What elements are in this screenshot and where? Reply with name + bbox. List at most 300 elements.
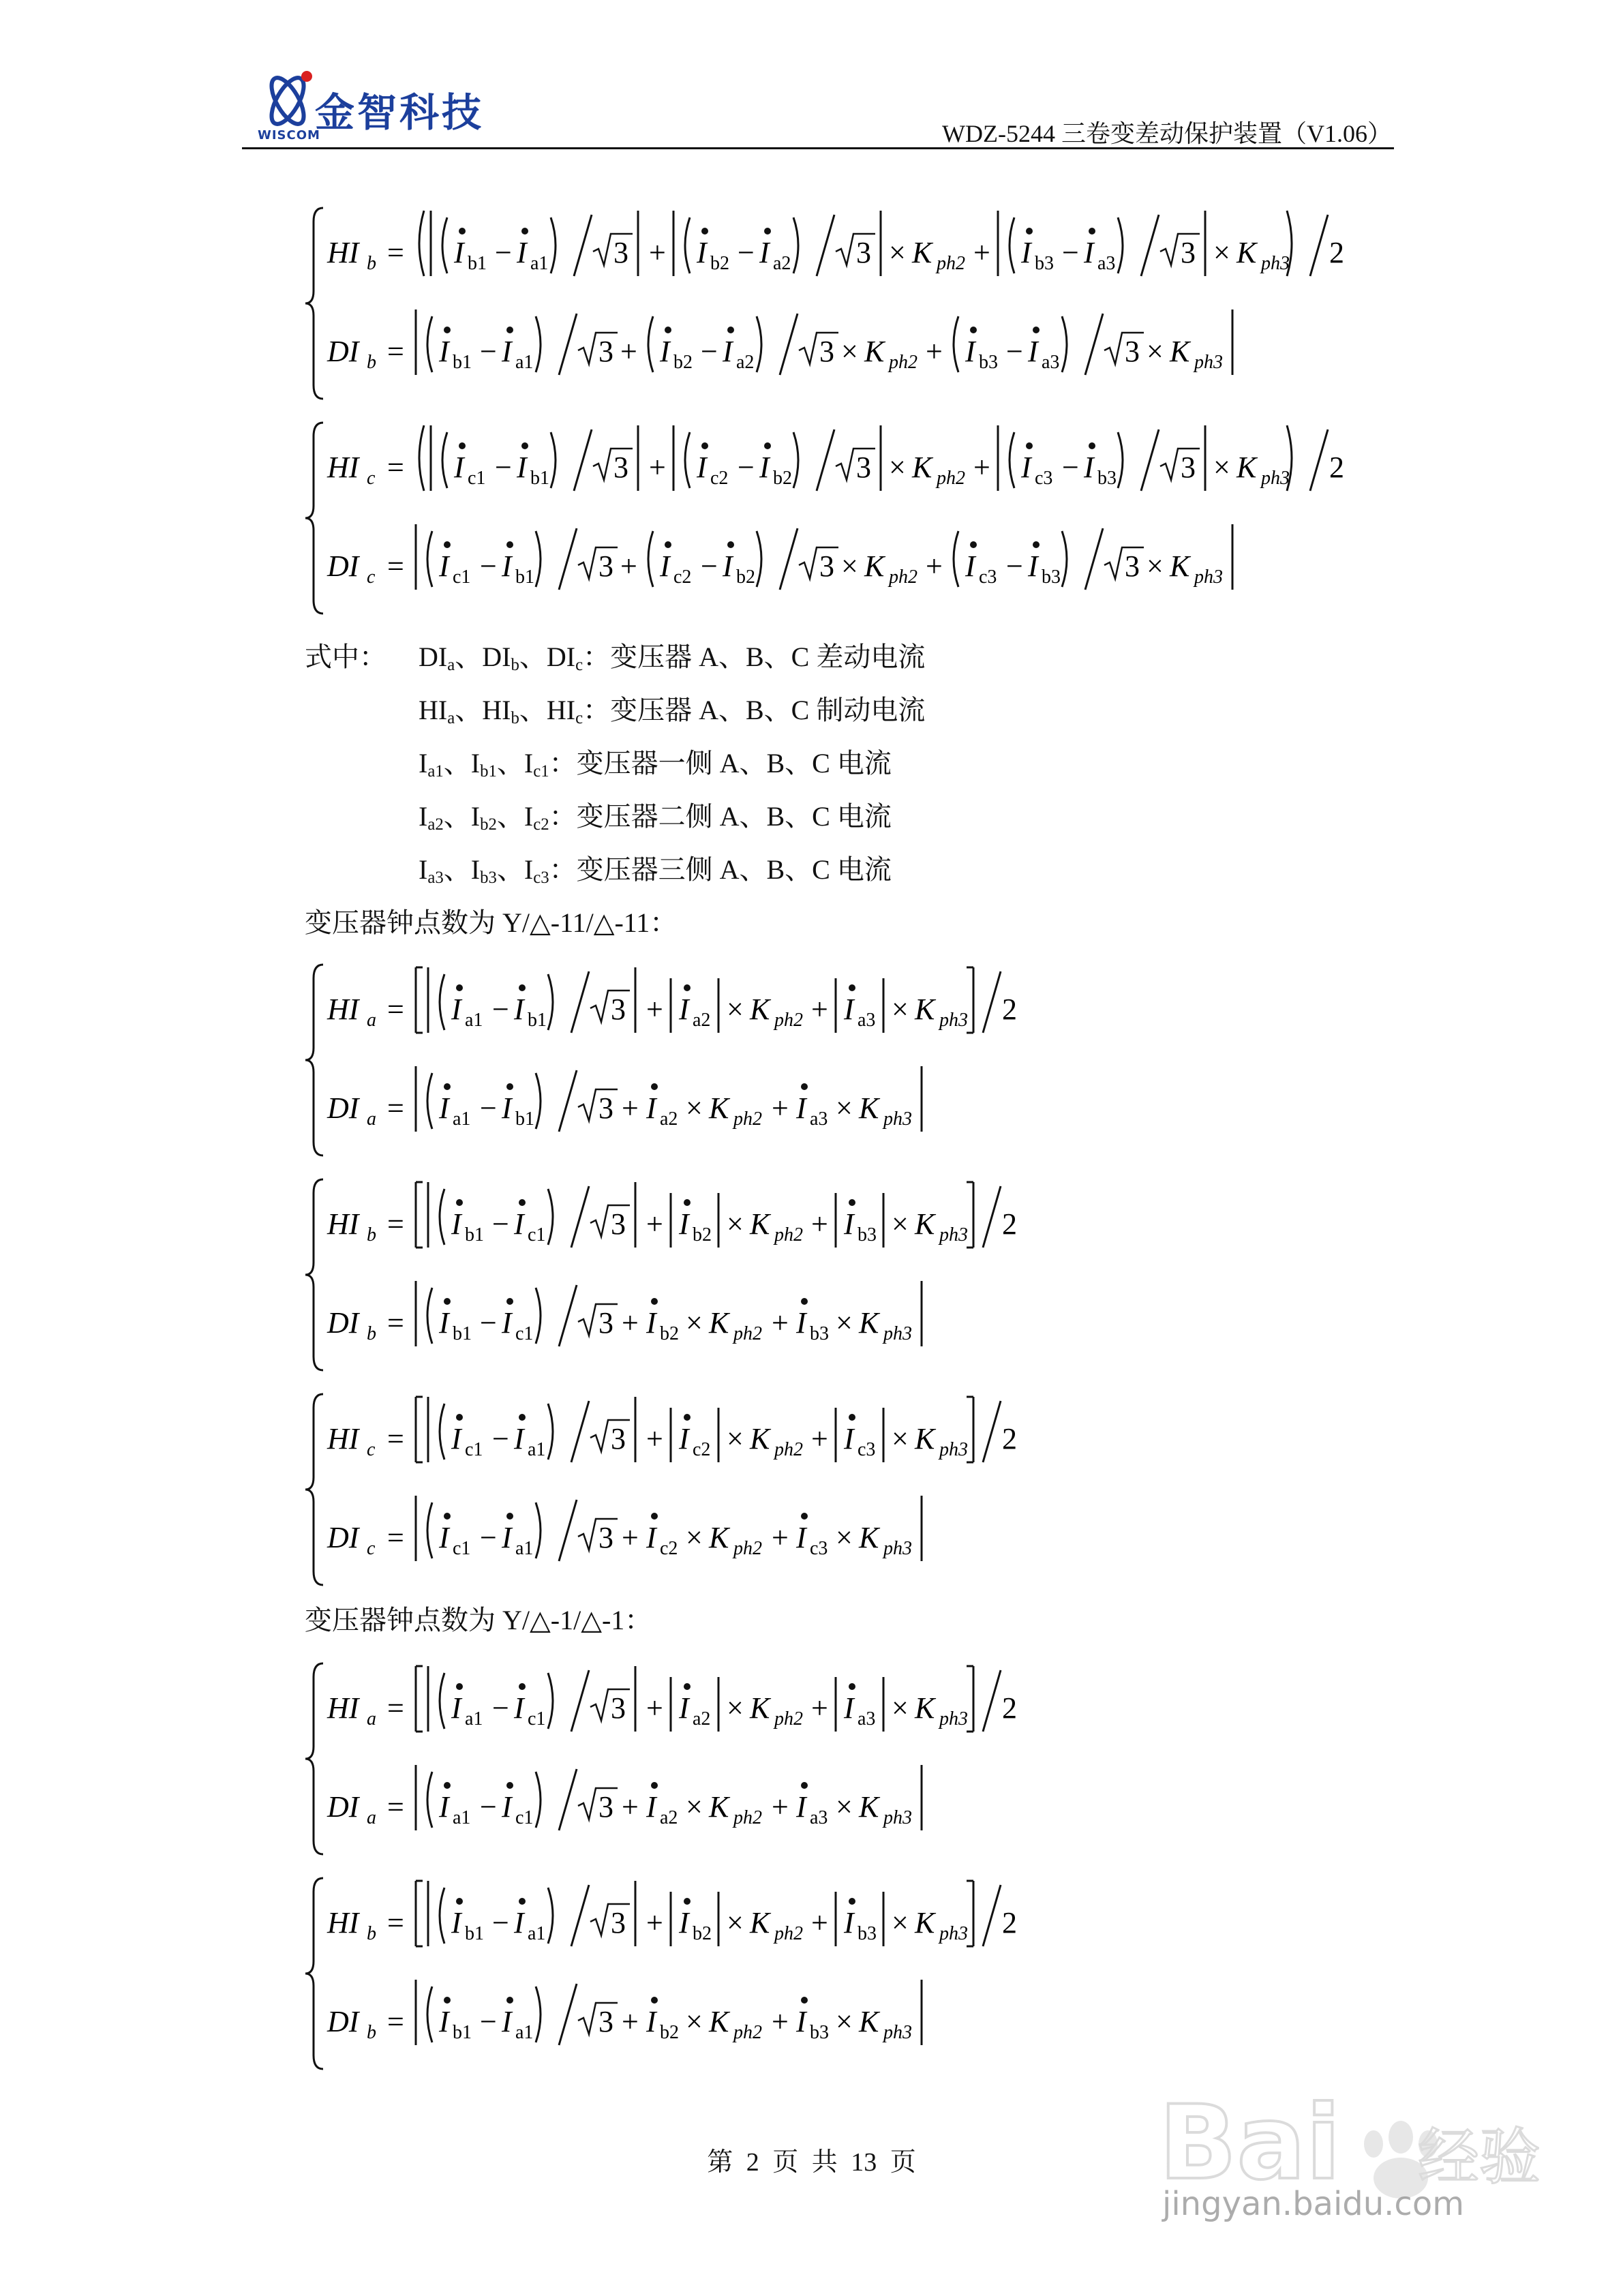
svg-text:−: − [701, 335, 718, 368]
svg-text:−: − [1006, 549, 1023, 583]
svg-text:I: I [1021, 236, 1031, 269]
svg-text:×: × [686, 1521, 703, 1554]
legend-line: $I_{a1}$、$I_{b1}$、$I_{c1}$：变压器一侧 A、B、C 电流 [419, 748, 892, 781]
svg-text:I: I [514, 1422, 524, 1455]
svg-text:K: K [1170, 549, 1190, 583]
svg-text:b3: b3 [1097, 468, 1117, 489]
svg-text:−: − [480, 1790, 497, 1824]
svg-text:a1: a1 [530, 253, 549, 274]
svg-text:b2: b2 [736, 567, 755, 588]
header-divider [242, 147, 1394, 149]
svg-text:c: c [367, 567, 376, 588]
svg-text:3: 3 [611, 1207, 626, 1241]
svg-text:+: + [646, 1207, 663, 1241]
svg-text:c1: c1 [453, 567, 471, 588]
legend-desc: 变压器 A、B、C 制动电流 [610, 695, 926, 725]
logo-mark-icon [259, 67, 320, 135]
svg-text:a: a [367, 1807, 376, 1828]
svg-text:ph2: ph2 [733, 1538, 762, 1559]
svg-text:×: × [1213, 451, 1230, 484]
svg-text:+: + [649, 236, 666, 269]
svg-text:+: + [811, 1207, 828, 1241]
svg-text:I: I [679, 1207, 689, 1241]
svg-text:×: × [836, 1790, 853, 1824]
svg-text:b: b [367, 1224, 376, 1245]
svg-text:K: K [915, 1207, 935, 1241]
page-footer: 第 2 页 共 13 页 [707, 2148, 916, 2177]
svg-text:b2: b2 [673, 352, 693, 373]
svg-text:I: I [844, 1691, 854, 1725]
svg-text:c1: c1 [468, 468, 486, 489]
svg-text:−: − [1006, 335, 1023, 368]
svg-text:I: I [451, 1691, 461, 1725]
svg-text:a3: a3 [810, 1807, 828, 1828]
svg-text:=: = [387, 993, 404, 1026]
svg-text:K: K [915, 1422, 935, 1455]
svg-text:I: I [502, 1091, 512, 1125]
svg-text:a3: a3 [810, 1108, 828, 1130]
svg-text:I: I [844, 1207, 854, 1241]
svg-text:I: I [697, 236, 707, 269]
svg-text:ph3: ph3 [883, 1538, 912, 1559]
svg-text:a: a [367, 1108, 376, 1130]
svg-text:+: + [973, 236, 990, 269]
svg-text:−: − [492, 1691, 509, 1725]
svg-text:c2: c2 [710, 468, 729, 489]
svg-text:I: I [514, 1691, 524, 1725]
svg-text:I: I [514, 1207, 524, 1241]
svg-text:a1: a1 [465, 1708, 483, 1729]
svg-text:I: I [502, 2005, 512, 2038]
svg-text:I: I [660, 335, 670, 368]
svg-text:I: I [679, 1422, 689, 1455]
svg-text:×: × [889, 236, 906, 269]
svg-text:3: 3 [819, 335, 834, 368]
company-logo-subtext: WISCOM [258, 128, 320, 142]
svg-text:×: × [1147, 549, 1164, 583]
svg-text:I: I [517, 236, 527, 269]
svg-text:I: I [759, 451, 770, 484]
svg-text:a: a [367, 1708, 376, 1729]
svg-text:a2: a2 [693, 1010, 711, 1031]
svg-text:ph2: ph2 [733, 1108, 762, 1130]
svg-text:2: 2 [1329, 451, 1344, 484]
svg-text:3: 3 [1125, 335, 1140, 368]
svg-text:a2: a2 [660, 1108, 678, 1130]
svg-text:a2: a2 [660, 1807, 678, 1828]
svg-text:K: K [859, 1306, 879, 1340]
svg-text:HI: HI [327, 1422, 359, 1455]
svg-text:3: 3 [611, 993, 626, 1026]
svg-text:a1: a1 [528, 1439, 546, 1460]
svg-text:a1: a1 [515, 352, 534, 373]
svg-text:I: I [796, 1306, 806, 1340]
svg-text:ph2: ph2 [889, 352, 917, 373]
svg-text:I: I [660, 549, 670, 583]
svg-text:b3: b3 [858, 1224, 877, 1245]
svg-text:ph2: ph2 [937, 253, 965, 274]
svg-text:K: K [1237, 236, 1257, 269]
svg-text:+: + [646, 993, 663, 1026]
svg-text:×: × [727, 1691, 744, 1725]
svg-text:c1: c1 [515, 1807, 534, 1828]
svg-text:c2: c2 [673, 567, 692, 588]
legend-prefix: 式中： [305, 641, 386, 672]
svg-text:=: = [387, 1790, 404, 1824]
svg-text:ph3: ph3 [1261, 253, 1290, 274]
svg-text:ph2: ph2 [774, 1224, 803, 1245]
svg-text:=: = [387, 1207, 404, 1241]
svg-text:c1: c1 [453, 1538, 471, 1559]
legend-desc: 变压器 A、B、C 差动电流 [610, 641, 926, 672]
svg-text:×: × [1213, 236, 1230, 269]
svg-text:+: + [649, 451, 666, 484]
svg-text:I: I [723, 549, 733, 583]
svg-text:c3: c3 [810, 1538, 828, 1559]
svg-text:×: × [892, 1691, 909, 1725]
svg-text:DI: DI [327, 1091, 359, 1125]
svg-text:K: K [915, 993, 935, 1026]
svg-text:−: − [1062, 236, 1079, 269]
document-title: WDZ-5244 三卷变差动保护装置（V1.06） [942, 120, 1392, 147]
svg-text:ph2: ph2 [774, 1439, 803, 1460]
svg-text:I: I [1028, 335, 1038, 368]
svg-text:c2: c2 [660, 1538, 678, 1559]
svg-text:I: I [1084, 451, 1094, 484]
svg-text:3: 3 [611, 1691, 626, 1725]
svg-text:I: I [965, 335, 975, 368]
svg-text:b: b [367, 253, 376, 274]
svg-text:+: + [646, 1906, 663, 1939]
svg-text:ph2: ph2 [733, 1323, 762, 1344]
svg-text:−: − [492, 1906, 509, 1939]
svg-text:a1: a1 [515, 1538, 534, 1559]
svg-text:3: 3 [819, 549, 834, 583]
svg-text:K: K [750, 1691, 770, 1725]
svg-text:=: = [387, 335, 404, 368]
svg-text:−: − [480, 1091, 497, 1125]
svg-text:HI: HI [327, 1906, 359, 1939]
svg-text:I: I [439, 1306, 449, 1340]
svg-text:K: K [1237, 451, 1257, 484]
svg-text:HI: HI [327, 1691, 359, 1725]
svg-text:×: × [727, 993, 744, 1026]
svg-text:3: 3 [1181, 236, 1196, 269]
svg-text:b1: b1 [453, 1323, 472, 1344]
svg-text:a3: a3 [1097, 253, 1116, 274]
equation-pair-b-y1 [300, 1864, 1404, 2083]
svg-text:=: = [387, 2005, 404, 2038]
equation-pair-c-y11 [300, 1380, 1404, 1599]
svg-text:+: + [622, 2005, 639, 2038]
svg-text:K: K [859, 1790, 879, 1824]
svg-text:b3: b3 [1035, 253, 1054, 274]
svg-text:K: K [750, 1207, 770, 1241]
svg-text:I: I [679, 1906, 689, 1939]
svg-text:−: − [738, 451, 755, 484]
svg-text:3: 3 [598, 2005, 613, 2038]
svg-text:=: = [387, 451, 404, 484]
svg-text:ph3: ph3 [939, 1439, 968, 1460]
svg-text:I: I [451, 1906, 461, 1939]
svg-text:I: I [517, 451, 527, 484]
svg-text:a: a [367, 1010, 376, 1031]
svg-text:+: + [811, 1906, 828, 1939]
svg-text:K: K [912, 236, 932, 269]
svg-text:−: − [495, 451, 512, 484]
svg-text:a1: a1 [528, 1923, 546, 1944]
svg-text:I: I [679, 1691, 689, 1725]
svg-text:3: 3 [598, 335, 613, 368]
svg-text:I: I [844, 1422, 854, 1455]
svg-text:−: − [738, 236, 755, 269]
svg-text:+: + [811, 993, 828, 1026]
svg-text:K: K [750, 993, 770, 1026]
svg-text:+: + [622, 1091, 639, 1125]
svg-text:×: × [892, 1906, 909, 1939]
svg-text:−: − [480, 2005, 497, 2038]
svg-text:b2: b2 [660, 2022, 679, 2043]
svg-text:ph3: ph3 [1194, 352, 1223, 373]
svg-text:×: × [836, 1091, 853, 1125]
svg-text:I: I [439, 2005, 449, 2038]
svg-text:c: c [367, 468, 376, 489]
svg-text:HI: HI [327, 451, 359, 484]
svg-text:K: K [709, 2005, 729, 2038]
svg-text:+: + [646, 1691, 663, 1725]
svg-text:I: I [454, 451, 464, 484]
svg-text:I: I [451, 1422, 461, 1455]
equation-pair-a-y1 [300, 1650, 1404, 1868]
svg-text:b2: b2 [693, 1224, 712, 1245]
svg-text:+: + [620, 335, 637, 368]
svg-text:c: c [367, 1538, 376, 1559]
svg-text:I: I [965, 549, 975, 583]
svg-text:−: − [492, 993, 509, 1026]
equation-pair-b-y11 [300, 1166, 1404, 1384]
svg-text:I: I [454, 236, 464, 269]
svg-text:a2: a2 [693, 1708, 711, 1729]
svg-text:a3: a3 [858, 1708, 876, 1729]
svg-text:=: = [387, 1521, 404, 1554]
svg-text:I: I [502, 1790, 512, 1824]
svg-text:HI: HI [327, 1207, 359, 1241]
svg-text:−: − [480, 549, 497, 583]
svg-text:b2: b2 [710, 253, 729, 274]
svg-text:b: b [367, 352, 376, 373]
svg-text:a2: a2 [736, 352, 755, 373]
svg-text:K: K [750, 1906, 770, 1939]
svg-text:I: I [439, 1091, 449, 1125]
svg-text:b: b [367, 1323, 376, 1344]
svg-text:b: b [367, 1923, 376, 1944]
svg-text:K: K [750, 1422, 770, 1455]
svg-text:c3: c3 [979, 567, 997, 588]
svg-text:×: × [892, 993, 909, 1026]
svg-text:ph2: ph2 [889, 567, 917, 588]
svg-text:=: = [387, 1422, 404, 1455]
svg-text:b1: b1 [528, 1010, 547, 1031]
svg-text:3: 3 [598, 549, 613, 583]
svg-text:−: − [701, 549, 718, 583]
svg-text:DI: DI [327, 2005, 359, 2038]
svg-text:2: 2 [1002, 1207, 1017, 1241]
svg-text:b1: b1 [530, 468, 549, 489]
svg-text:b1: b1 [515, 1108, 534, 1130]
svg-text:c3: c3 [1035, 468, 1053, 489]
svg-text:I: I [646, 1790, 656, 1824]
svg-text:ph3: ph3 [1261, 468, 1290, 489]
svg-text:DI: DI [327, 1306, 359, 1340]
svg-text:−: − [480, 335, 497, 368]
svg-text:I: I [439, 1521, 449, 1554]
svg-text:K: K [915, 1906, 935, 1939]
svg-text:+: + [772, 1306, 789, 1340]
legend-line: $I_{a3}$、$I_{b3}$、$I_{c3}$：变压器三侧 A、B、C 电流 [419, 854, 892, 888]
svg-text:+: + [811, 1422, 828, 1455]
svg-text:+: + [622, 1790, 639, 1824]
svg-text:−: − [495, 236, 512, 269]
legend-desc: 变压器二侧 A、B、C 电流 [576, 801, 892, 832]
equation-pair-b-full [300, 194, 1404, 412]
svg-text:I: I [796, 1091, 806, 1125]
svg-text:b: b [367, 2022, 376, 2043]
svg-text:ph2: ph2 [733, 1807, 762, 1828]
svg-text:b2: b2 [660, 1323, 679, 1344]
svg-text:ph2: ph2 [733, 2022, 762, 2043]
svg-text:×: × [889, 451, 906, 484]
svg-text:=: = [387, 549, 404, 583]
svg-text:a1: a1 [465, 1010, 483, 1031]
svg-text:3: 3 [613, 451, 628, 484]
svg-text:I: I [844, 993, 854, 1026]
svg-text:3: 3 [611, 1422, 626, 1455]
svg-text:×: × [892, 1422, 909, 1455]
svg-text:+: + [772, 1091, 789, 1125]
svg-text:b2: b2 [693, 1923, 712, 1944]
svg-text:a3: a3 [858, 1010, 876, 1031]
svg-text:=: = [387, 1691, 404, 1725]
svg-text:b1: b1 [465, 1923, 484, 1944]
svg-text:−: − [492, 1422, 509, 1455]
svg-text:b3: b3 [810, 2022, 829, 2043]
svg-text:I: I [514, 993, 524, 1026]
legend-line: $HI_a$、$HI_b$、$HI_c$：变压器 A、B、C 制动电流 [419, 695, 926, 728]
svg-text:I: I [679, 993, 689, 1026]
legend-desc: 变压器一侧 A、B、C 电流 [576, 748, 892, 779]
section-heading-y1: 变压器钟点数为 Y/△-1/△-1： [305, 1605, 652, 1635]
svg-text:+: + [772, 1521, 789, 1554]
svg-text:×: × [727, 1422, 744, 1455]
svg-text:+: + [622, 1521, 639, 1554]
svg-text:c3: c3 [858, 1439, 876, 1460]
svg-text:+: + [622, 1306, 639, 1340]
svg-text:ph3: ph3 [883, 2022, 912, 2043]
svg-text:×: × [686, 1790, 703, 1824]
svg-text:b3: b3 [1042, 567, 1061, 588]
svg-text:I: I [439, 1790, 449, 1824]
svg-text:×: × [727, 1207, 744, 1241]
svg-text:=: = [387, 1091, 404, 1125]
watermark-url: jingyan.baidu.com [1162, 2185, 1464, 2223]
svg-text:a3: a3 [1042, 352, 1060, 373]
equation-pair-a-y11 [300, 951, 1404, 1169]
svg-text:I: I [502, 549, 512, 583]
svg-text:I: I [723, 335, 733, 368]
svg-text:DI: DI [327, 335, 359, 368]
svg-text:DI: DI [327, 549, 359, 583]
svg-text:×: × [836, 1521, 853, 1554]
svg-text:2: 2 [1002, 1422, 1017, 1455]
svg-text:c1: c1 [528, 1708, 546, 1729]
svg-text:+: + [811, 1691, 828, 1725]
svg-text:c2: c2 [693, 1439, 711, 1460]
svg-text:ph3: ph3 [883, 1323, 912, 1344]
svg-text:+: + [646, 1422, 663, 1455]
legend-desc: 变压器三侧 A、B、C 电流 [576, 854, 892, 885]
svg-text:I: I [1084, 236, 1094, 269]
svg-text:ph2: ph2 [937, 468, 965, 489]
svg-text:b3: b3 [979, 352, 998, 373]
svg-text:×: × [1147, 335, 1164, 368]
svg-text:I: I [502, 335, 512, 368]
svg-text:a1: a1 [453, 1108, 471, 1130]
svg-text:ph3: ph3 [939, 1923, 968, 1944]
svg-text:ph3: ph3 [1194, 567, 1223, 588]
svg-text:I: I [759, 236, 770, 269]
svg-text:I: I [697, 451, 707, 484]
company-logo-text: 金智科技 [315, 89, 485, 136]
svg-text:a1: a1 [453, 1807, 471, 1828]
svg-text:b2: b2 [773, 468, 792, 489]
svg-text:I: I [451, 1207, 461, 1241]
svg-text:2: 2 [1329, 236, 1344, 269]
svg-text:I: I [502, 1521, 512, 1554]
svg-text:ph3: ph3 [939, 1224, 968, 1245]
svg-text:HI: HI [327, 236, 359, 269]
svg-text:K: K [864, 335, 885, 368]
svg-text:a2: a2 [773, 253, 791, 274]
svg-text:经验: 经验 [1418, 2121, 1541, 2193]
svg-text:I: I [1028, 549, 1038, 583]
svg-text:ph3: ph3 [883, 1108, 912, 1130]
svg-text:−: − [480, 1521, 497, 1554]
svg-text:K: K [859, 1091, 879, 1125]
svg-text:3: 3 [598, 1306, 613, 1340]
svg-text:I: I [844, 1906, 854, 1939]
svg-text:K: K [859, 2005, 879, 2038]
svg-text:Bai: Bai [1159, 2084, 1341, 2203]
svg-text:+: + [772, 2005, 789, 2038]
section-heading-y11: 变压器钟点数为 Y/△-11/△-11： [305, 907, 678, 938]
svg-text:K: K [915, 1691, 935, 1725]
svg-text:2: 2 [1002, 1691, 1017, 1725]
svg-text:=: = [387, 1906, 404, 1939]
legend-line: $I_{a2}$、$I_{b2}$、$I_{c2}$：变压器二侧 A、B、C 电流 [419, 801, 892, 834]
svg-text:3: 3 [1181, 451, 1196, 484]
svg-text:×: × [686, 1306, 703, 1340]
svg-text:I: I [646, 1091, 656, 1125]
svg-text:b3: b3 [858, 1923, 877, 1944]
svg-text:a1: a1 [515, 2022, 534, 2043]
svg-text:K: K [709, 1790, 729, 1824]
svg-text:b1: b1 [453, 2022, 472, 2043]
svg-text:3: 3 [611, 1906, 626, 1939]
svg-text:2: 2 [1002, 1906, 1017, 1939]
svg-text:I: I [439, 549, 449, 583]
svg-text:×: × [836, 1306, 853, 1340]
svg-text:3: 3 [598, 1790, 613, 1824]
